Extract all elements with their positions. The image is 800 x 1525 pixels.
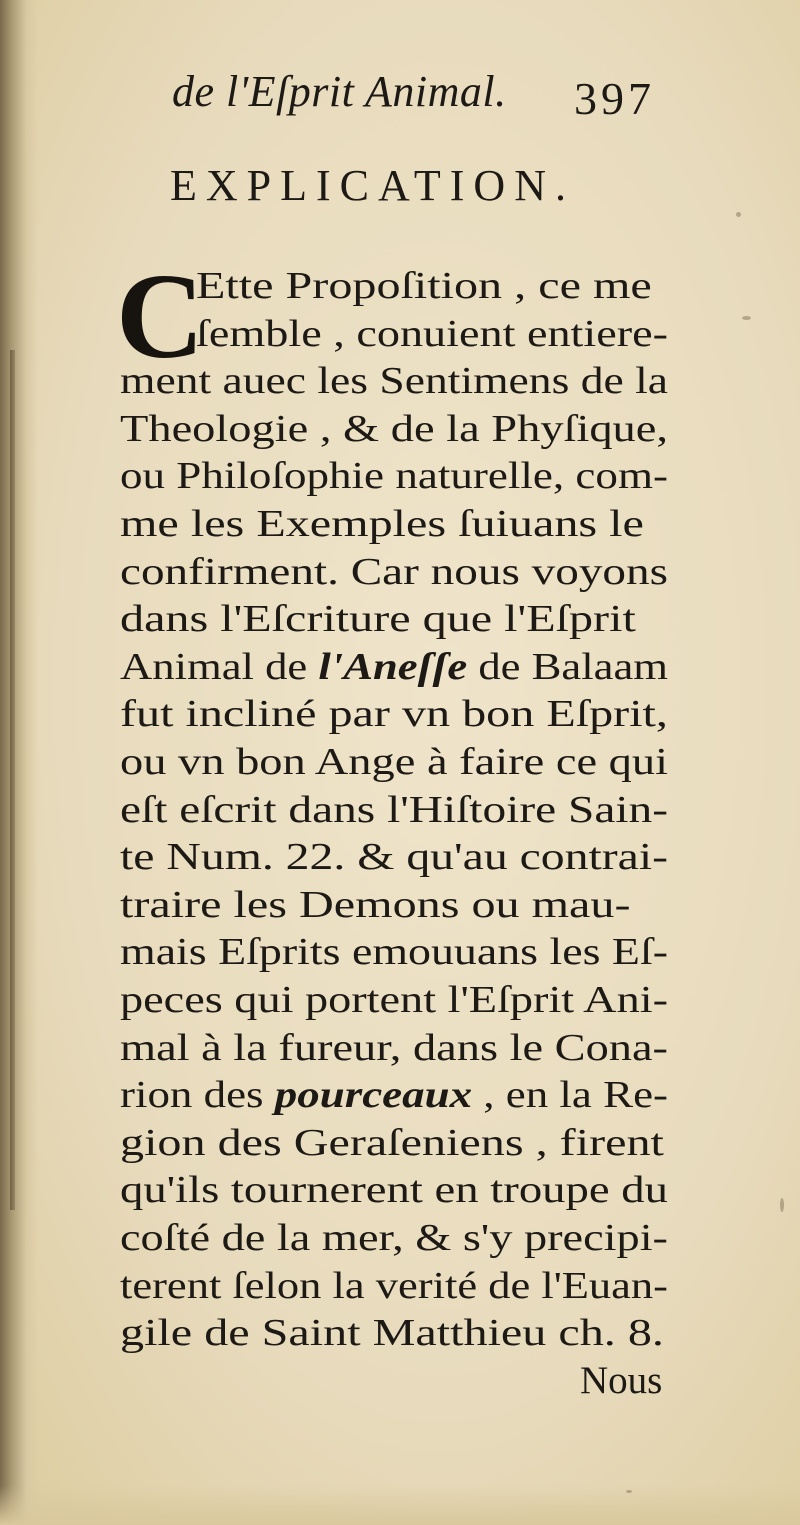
text-line bbox=[120, 692, 668, 736]
text-run: ou vn bon Ange à faire ce qui bbox=[120, 741, 668, 783]
text-run: fut incliné par vn bon Eſprit, bbox=[120, 693, 668, 736]
text-run: gile de Saint Matthieu ch. 8. bbox=[120, 1312, 664, 1355]
paper-speck bbox=[742, 316, 751, 320]
page-number: 397 bbox=[574, 73, 655, 124]
text-run: Theologie , & de la Phyſique, bbox=[120, 407, 668, 450]
text-line bbox=[120, 1264, 668, 1308]
binding-gutter bbox=[0, 0, 38, 1525]
text-line bbox=[120, 740, 668, 784]
text-run: Animal de bbox=[120, 645, 319, 688]
text-line bbox=[120, 502, 644, 546]
text-line bbox=[120, 978, 668, 1022]
text-run: eſt eſcrit dans l'Hiſtoire Sain- bbox=[120, 788, 668, 831]
text-line bbox=[196, 264, 652, 308]
text-run: de Balaam bbox=[467, 645, 668, 688]
italic-text-run: l'Aneſſe bbox=[318, 645, 468, 688]
text-run: ment auec les Sentimens de la bbox=[120, 360, 668, 403]
text-line bbox=[120, 788, 668, 832]
text-run: mal à la fureur, dans le Cona- bbox=[120, 1026, 668, 1069]
text-run: qu'ils tournerent en troupe du bbox=[120, 1169, 668, 1212]
text-line bbox=[120, 407, 668, 451]
binding-edge bbox=[10, 350, 15, 1210]
paper-speck bbox=[736, 212, 741, 217]
text-run: me les Exemples ſuiuans le bbox=[120, 503, 644, 545]
text-run: traire les Demons ou mau- bbox=[120, 883, 631, 926]
text-run: peces qui portent l'Eſprit Ani- bbox=[120, 979, 668, 1021]
text-line bbox=[120, 1216, 668, 1260]
text-line bbox=[120, 1311, 664, 1355]
running-head-title: de l'Eſprit Animal. bbox=[172, 67, 507, 116]
text-run: mais Eſprits emouuans les Eſ- bbox=[120, 931, 668, 974]
italic-text-run: pourceaux bbox=[274, 1074, 473, 1117]
text-line bbox=[120, 645, 668, 689]
text-run: coſté de la mer, & s'y precipi- bbox=[120, 1217, 668, 1259]
text-run: ſemble , conuient entiere- bbox=[196, 312, 668, 355]
text-line bbox=[120, 1168, 668, 1212]
text-run: gion des Geraſeniens , firent bbox=[120, 1121, 664, 1164]
text-run: dans l'Eſcriture que l'Eſprit bbox=[120, 598, 636, 641]
text-run: ou Philoſophie naturelle, com- bbox=[120, 455, 668, 498]
text-run: confirment. Car nous voyons bbox=[120, 550, 668, 593]
section-title: EXPLICATION. bbox=[170, 161, 575, 210]
text-line bbox=[120, 550, 668, 594]
text-line bbox=[196, 312, 668, 356]
catchword: Nous bbox=[580, 1359, 663, 1402]
text-run: te Num. 22. & qu'au contrai- bbox=[120, 836, 668, 879]
text-line bbox=[120, 454, 668, 498]
text-line bbox=[120, 597, 636, 641]
paper-speck bbox=[780, 1198, 784, 1212]
text-line bbox=[120, 359, 668, 403]
text-line bbox=[120, 1073, 668, 1117]
page-bottom-edge bbox=[0, 1485, 800, 1525]
text-line bbox=[120, 883, 631, 927]
drop-cap-initial: C bbox=[116, 249, 205, 384]
text-line bbox=[120, 1026, 668, 1070]
text-run: , en la Re- bbox=[472, 1074, 668, 1117]
text-run: Ette Propoſition , ce me bbox=[196, 265, 652, 307]
text-line bbox=[120, 930, 668, 974]
text-line bbox=[120, 1121, 664, 1165]
text-line bbox=[120, 835, 668, 879]
text-run: rion des bbox=[120, 1074, 275, 1117]
paper-speck bbox=[626, 1490, 632, 1493]
text-run: terent ſelon la verité de l'Euan- bbox=[120, 1264, 668, 1307]
